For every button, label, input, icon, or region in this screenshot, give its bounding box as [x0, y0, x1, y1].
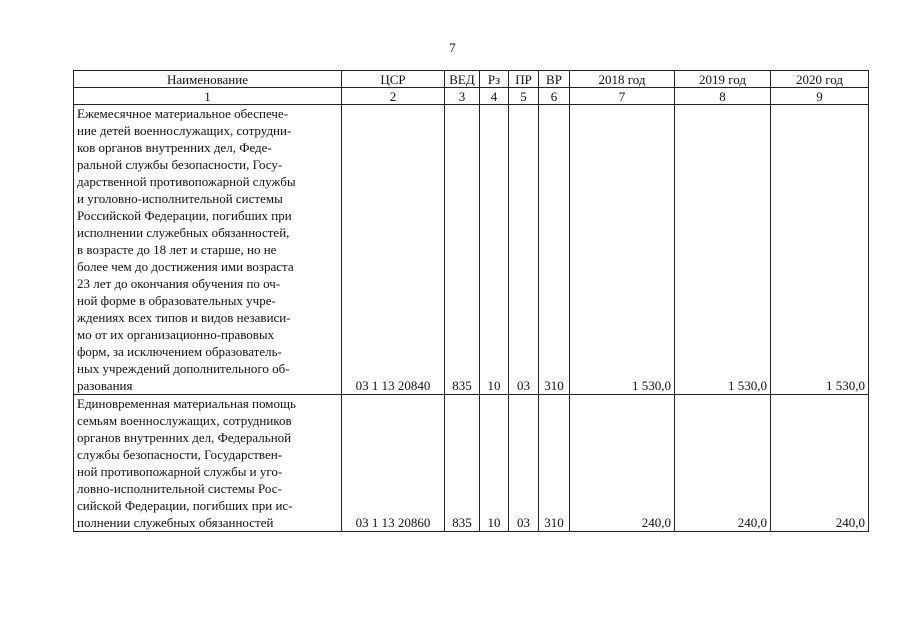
column-number: 2 [342, 88, 445, 105]
row-ved: 835 [445, 105, 480, 395]
header-2018: 2018 год [570, 71, 675, 88]
row-2018: 1 530,0 [570, 105, 675, 395]
header-name: Наименование [74, 71, 342, 88]
column-number: 9 [771, 88, 869, 105]
row-2019: 240,0 [675, 395, 771, 532]
page-number: 7 [449, 40, 456, 55]
column-number: 4 [480, 88, 509, 105]
column-number: 7 [570, 88, 675, 105]
header-ved: ВЕД [445, 71, 480, 88]
header-rz: Рз [480, 71, 509, 88]
table-row [74, 395, 869, 532]
row-rz: 10 [480, 105, 509, 395]
header-pr: ПР [509, 71, 539, 88]
header-2020: 2020 год [771, 71, 869, 88]
row-csr: 03 1 13 20860 [342, 395, 445, 532]
table-row [74, 105, 869, 395]
row-2019: 1 530,0 [675, 105, 771, 395]
header-row [74, 71, 869, 88]
row-pr: 03 [509, 105, 539, 395]
row-rz: 10 [480, 395, 509, 532]
header-2019: 2019 год [675, 71, 771, 88]
row-name-cell [74, 105, 342, 395]
column-number: 6 [539, 88, 570, 105]
row-name: Единовременная материальная помощь семьям военнослужащих, сотрудников органов внутренних дел, Федеральной службы безопасности, Государствен- ной противопожарной службы и уго- ловно-исполнительной системы Рос- сийской Федерации, погибших при ис- полнении служебных обязанностей [77, 396, 296, 530]
row-2018: 240,0 [570, 395, 675, 532]
budget-table [73, 70, 869, 532]
row-name-cell [74, 395, 342, 532]
column-number-row [74, 88, 869, 105]
row-2020: 1 530,0 [771, 105, 869, 395]
row-2020: 240,0 [771, 395, 869, 532]
row-csr: 03 1 13 20840 [342, 105, 445, 395]
row-vr: 310 [539, 105, 570, 395]
row-ved: 835 [445, 395, 480, 532]
row-name: Ежемесячное материальное обеспече- ние детей военнослужащих, сотрудни- ков органов внутренних дел, Феде- ральной службы безопасности, Госу- дарственной противопожарной службы и уголовно-исполнительной системы Российской Федерации, погибших при исполнении служебных обязанностей, в возрасте до 18 лет и старше, но не более чем до достижения ими возраста 23 лет до окончания обучения по оч- ной форме в образовательных учре- ждениях всех типов и видов независи- мо от их организационно-правовых форм, за исключением образователь- ных учреждений дополнительного об- разования [77, 106, 296, 393]
column-number: 1 [74, 88, 342, 105]
header-csr: ЦСР [342, 71, 445, 88]
column-number: 8 [675, 88, 771, 105]
header-vr: ВР [539, 71, 570, 88]
row-vr: 310 [539, 395, 570, 532]
row-pr: 03 [509, 395, 539, 532]
column-number: 3 [445, 88, 480, 105]
column-number: 5 [509, 88, 539, 105]
